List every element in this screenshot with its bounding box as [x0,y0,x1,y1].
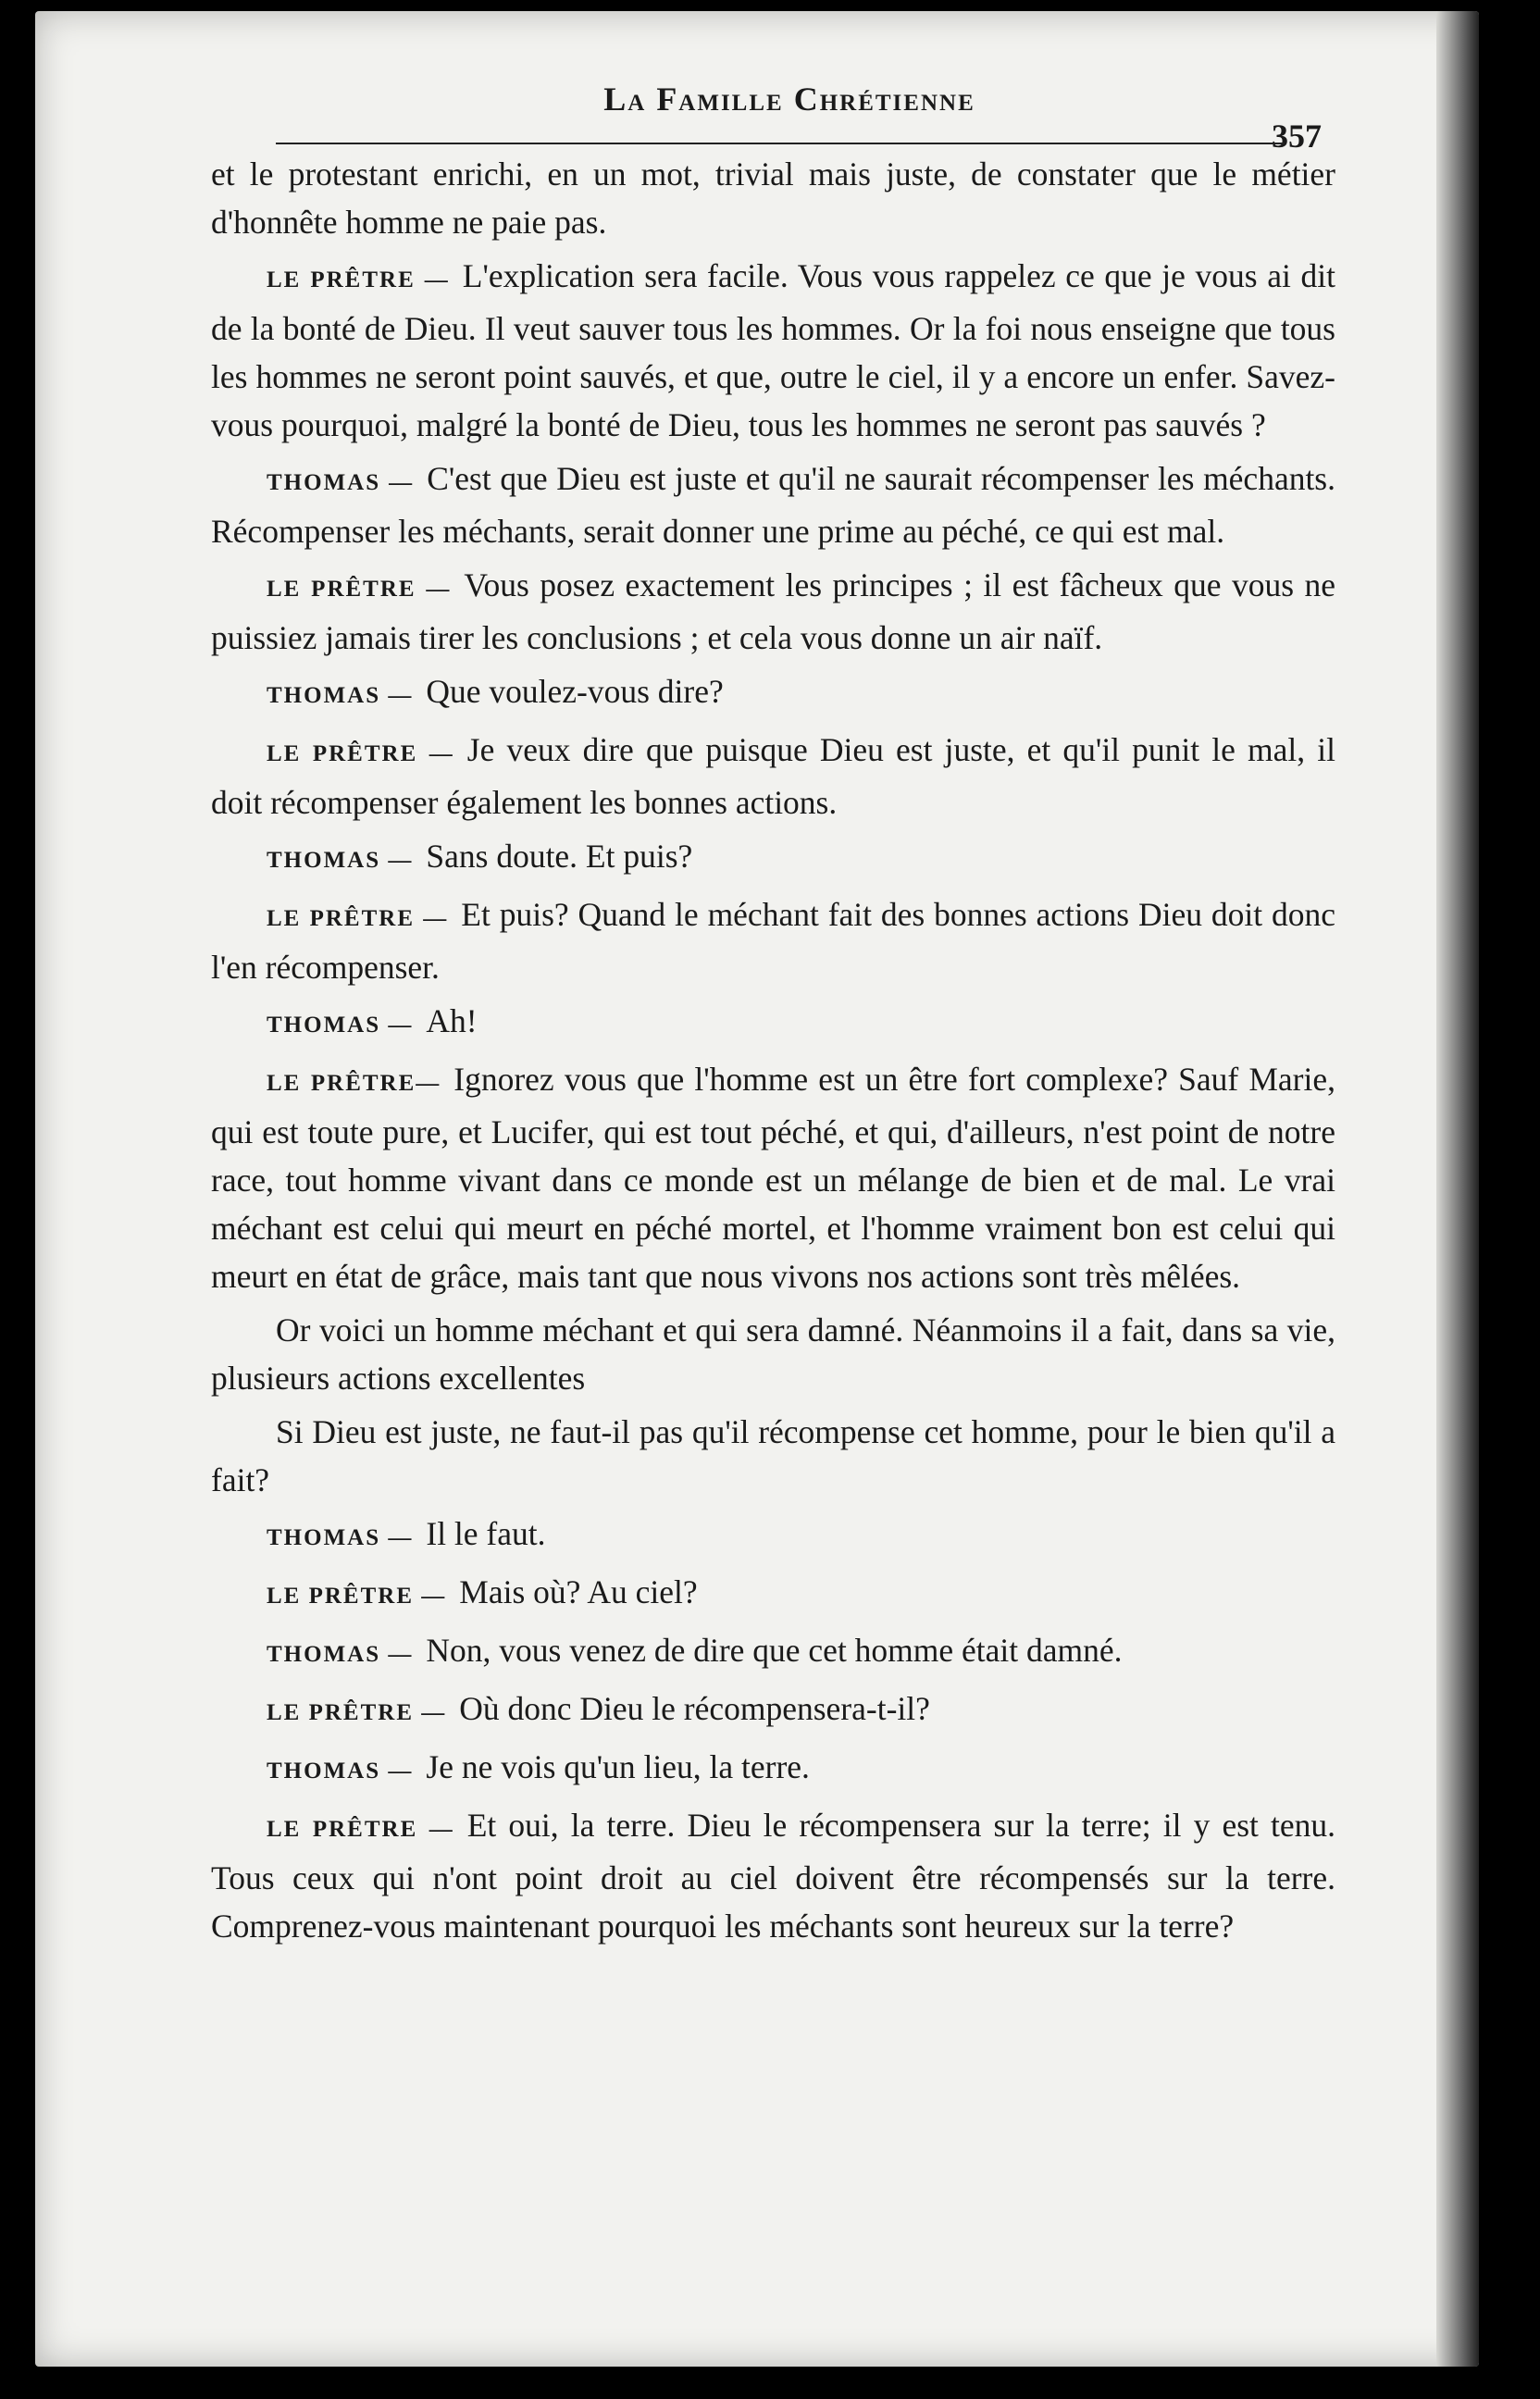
paragraph-text: Or voici un homme méchant et qui sera damné. Néanmoins il a fait, dans sa vie, plusieurs actions excellentes [211,1311,1335,1397]
dialogue-line [211,997,1335,1050]
dialogue-line [211,1055,1335,1300]
paragraph [211,1306,1335,1402]
dialogue-text: Ah! [426,1002,478,1039]
dialogue-text: Sans doute. Et puis? [426,838,693,875]
dialogue-line [211,890,1335,991]
speaker-label: LE PRÊTRE — [267,1700,447,1725]
dialogue-text: Et puis? Quand le méchant fait des bonnes actions Dieu doit donc l'en récompenser. [211,896,1335,986]
speaker-label: LE PRÊTRE— [267,1071,441,1096]
book-page [35,11,1479,2367]
speaker-label: THOMAS — [267,683,414,708]
dialogue-text: C'est que Dieu est juste et qu'il ne saurait récompenser les méchants. Récompenser les méchants, serait donner une prime au péché, ce qui est mal. [211,460,1335,550]
paragraph [211,150,1335,246]
body-text [211,150,1335,1956]
dialogue-text: L'explication sera facile. Vous vous rappelez ce que je vous ai dit de la bonté de Dieu. Il veut sauver tous les hommes. Or la foi nous enseigne que tous les hommes ne seront point sauvés, et que, outre le ciel, il y a encore un enfer. Savez-vous pourquoi, malgré la bonté de Dieu, tous les hommes ne seront pas sauvés ? [211,257,1335,443]
dialogue-line [211,1801,1335,1950]
dialogue-text: Vous posez exactement les principes ; il est fâcheux que vous ne puissiez jamais tirer les conclusions ; et cela vous donne un air naïf. [211,566,1335,656]
dialogue-line [211,252,1335,449]
dialogue-text: Je veux dire que puisque Dieu est juste, et qu'il punit le mal, il doit récompenser également les bonnes actions. [211,731,1335,821]
speaker-label: LE PRÊTRE — [267,1817,454,1842]
dialogue-line [211,1568,1335,1621]
speaker-label: THOMAS — [267,1525,414,1550]
dialogue-line [211,561,1335,662]
speaker-label: THOMAS — [267,1013,414,1038]
dialogue-text: Et oui, la terre. Dieu le récompensera sur la terre; il y est tenu. Tous ceux qui n'ont point droit au ciel doivent être récompensés sur la terre. Comprenez-vous maintenant pourquoi les méchants sont heureux sur la terre? [211,1807,1335,1945]
dialogue-text: Que voulez-vous dire? [426,673,724,710]
speaker-label: LE PRÊTRE — [267,741,454,766]
dialogue-text: Je ne vois qu'un lieu, la terre. [426,1748,810,1785]
page-edge-shadow [1436,11,1479,2367]
dialogue-text: Il le faut. [426,1515,546,1552]
page-number: 357 [1272,118,1322,155]
speaker-label: THOMAS — [267,470,415,495]
dialogue-text: Où donc Dieu le récompensera-t-il? [459,1690,930,1727]
paragraph-text: et le protestant enrichi, en un mot, trivial mais juste, de constater que le métier d'honnête homme ne paie pas. [211,155,1335,241]
dialogue-line [211,726,1335,827]
speaker-label: THOMAS — [267,848,414,873]
speaker-label: LE PRÊTRE — [267,1584,447,1609]
speaker-label: THOMAS — [267,1759,414,1784]
paragraph [211,1408,1335,1504]
speaker-label: LE PRÊTRE — [267,577,452,602]
dialogue-text: Ignorez vous que l'homme est un être fort complexe? Sauf Marie, qui est toute pure, et Lucifer, qui est tout péché, et qui, d'ailleurs, n'est point de notre race, tout homme vivant dans ce monde est un mélange de bien et de mal. Le vrai méchant est celui qui meurt en péché mortel, et l'homme vraiment bon est celui qui meurt en état de grâce, mais tant que nous vivons nos actions sont très mêlées. [211,1061,1335,1295]
page-header [239,80,1340,155]
dialogue-line [211,1743,1335,1796]
dialogue-line [211,1510,1335,1562]
running-title: La Famille Chrétienne [603,81,975,118]
header-rule [276,143,1285,144]
dialogue-line [211,1626,1335,1679]
dialogue-text: Non, vous venez de dire que cet homme était damné. [426,1632,1123,1669]
dialogue-line [211,832,1335,885]
dialogue-line [211,1684,1335,1737]
speaker-label: LE PRÊTRE — [267,906,449,931]
dialogue-line [211,667,1335,720]
speaker-label: THOMAS — [267,1642,414,1667]
speaker-label: LE PRÊTRE — [267,267,450,292]
dialogue-text: Mais où? Au ciel? [459,1573,698,1610]
paragraph-text: Si Dieu est juste, ne faut-il pas qu'il récompense cet homme, pour le bien qu'il a fait? [211,1413,1335,1498]
dialogue-line [211,454,1335,555]
